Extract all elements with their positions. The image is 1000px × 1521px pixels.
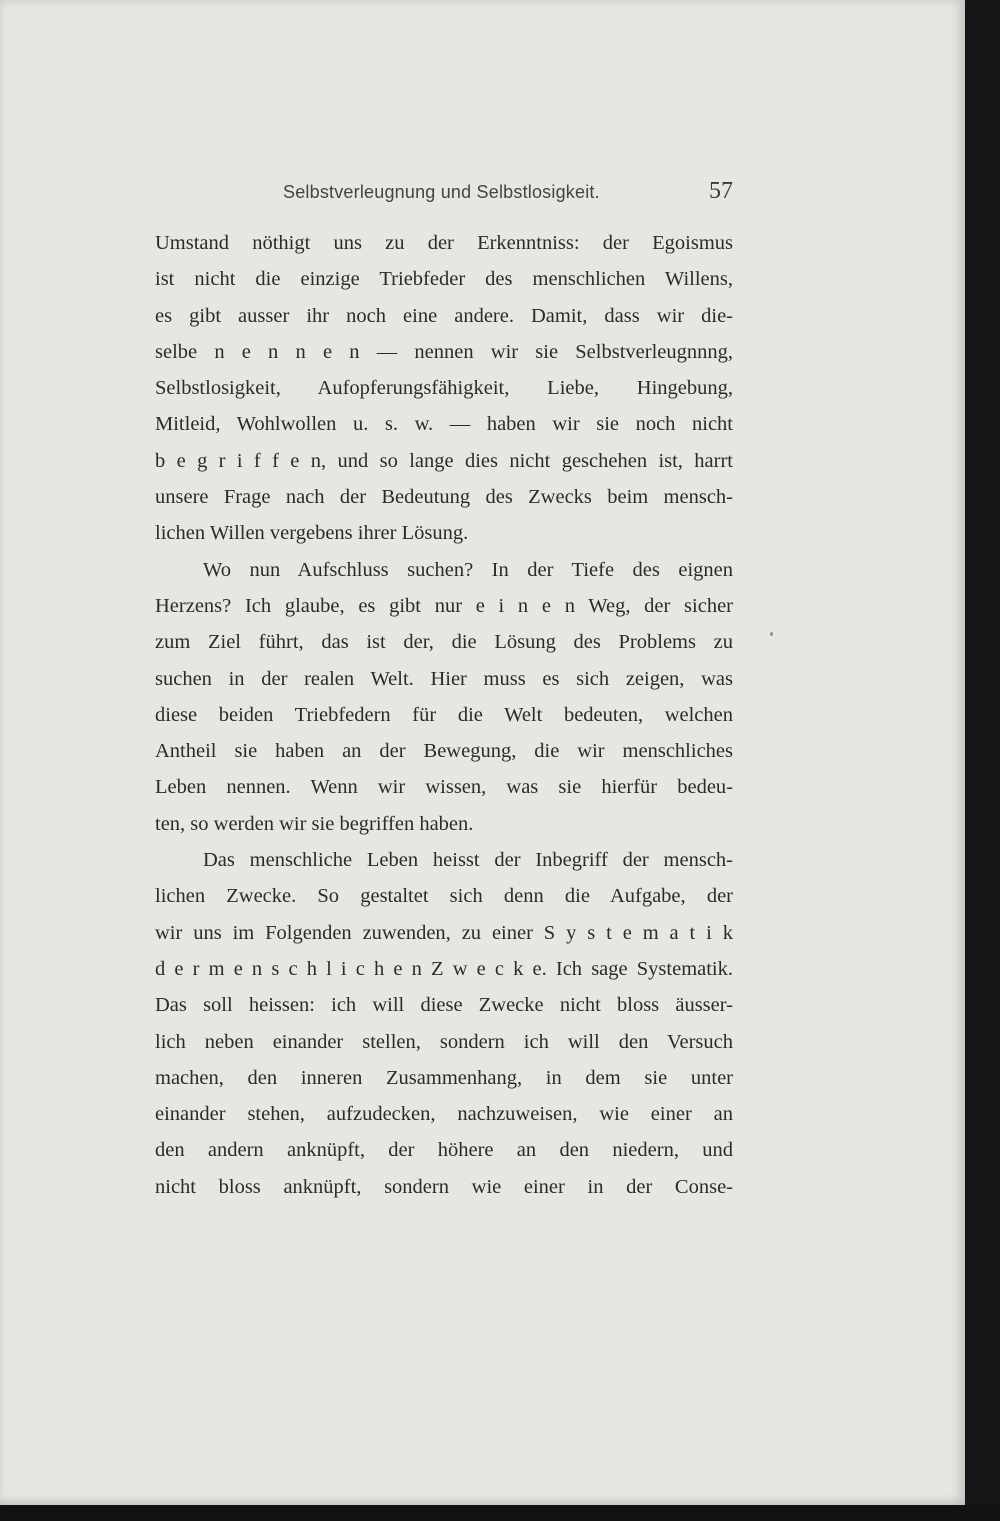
text-line: es gibt ausser ihr noch eine andere. Damit, dass wir die-	[155, 304, 733, 327]
text-line: Selbstlosigkeit, Aufopferungsfähigkeit, Liebe, Hingebung,	[155, 377, 733, 400]
text-line: Herzens? Ich glaube, es gibt nur e i n e n Weg, der sicher	[155, 594, 733, 617]
text-line: b e g r i f f e n, und so lange dies nicht geschehen ist, harrt	[155, 449, 733, 472]
text-line: diese beiden Triebfedern für die Welt bedeuten, welchen	[155, 703, 733, 726]
text-line: machen, den inneren Zusammenhang, in dem sie unter	[155, 1066, 733, 1089]
text-line: ten, so werden wir sie begriffen haben.	[155, 812, 474, 835]
text-line: nicht bloss anknüpft, sondern wie einer in der Conse-	[155, 1175, 733, 1198]
text-line: d e r m e n s c h l i c h e n Z w e c k e. Ich sage Systematik.	[155, 957, 733, 980]
page-number: 57	[709, 178, 733, 204]
text-line: lichen Zwecke. So gestaltet sich denn die Aufgabe, der	[155, 885, 733, 908]
text-line: selbe n e n n e n — nennen wir sie Selbstverleugnnng,	[155, 340, 733, 363]
text-line: unsere Frage nach der Bedeutung des Zwecks beim mensch-	[155, 486, 733, 509]
paragraph-first-line: Das menschliche Leben heisst der Inbegriff der mensch-	[203, 849, 733, 872]
text-line: suchen in der realen Welt. Hier muss es sich zeigen, was	[155, 667, 733, 690]
paragraph-first-line: Wo nun Aufschluss suchen? In der Tiefe des eignen	[203, 558, 733, 581]
text-line: Antheil sie haben an der Bewegung, die wir menschliches	[155, 740, 733, 763]
text-line: Umstand nöthigt uns zu der Erkenntniss: der Egoismus	[155, 232, 733, 254]
text-line: einander stehen, aufzudecken, nachzuweisen, wie einer an	[155, 1103, 733, 1126]
text-line: den andern anknüpft, der höhere an den niedern, und	[155, 1139, 733, 1162]
text-line: wir uns im Folgenden zuwenden, zu einer S y s t e m a t i k	[155, 921, 733, 944]
text-line: lich neben einander stellen, sondern ich will den Versuch	[155, 1030, 733, 1053]
text-line: Leben nennen. Wenn wir wissen, was sie hierfür bedeu-	[155, 776, 733, 799]
body-text	[155, 225, 733, 1205]
text-line: Mitleid, Wohlwollen u. s. w. — haben wir sie noch nicht	[155, 413, 733, 436]
running-head	[155, 178, 733, 208]
text-line: Das soll heissen: ich will diese Zwecke nicht bloss äusser-	[155, 994, 733, 1017]
scan-background-bottom	[0, 1505, 1000, 1521]
paper-speck	[770, 632, 773, 636]
scan-background-right	[965, 0, 1000, 1521]
running-head-title: Selbstverleugnung und Selbstlosigkeit.	[283, 182, 600, 202]
text-line: lichen Willen vergebens ihrer Lösung.	[155, 522, 469, 545]
text-line: zum Ziel führt, das ist der, die Lösung des Problems zu	[155, 631, 733, 654]
text-line: ist nicht die einzige Triebfeder des menschlichen Willens,	[155, 268, 733, 291]
